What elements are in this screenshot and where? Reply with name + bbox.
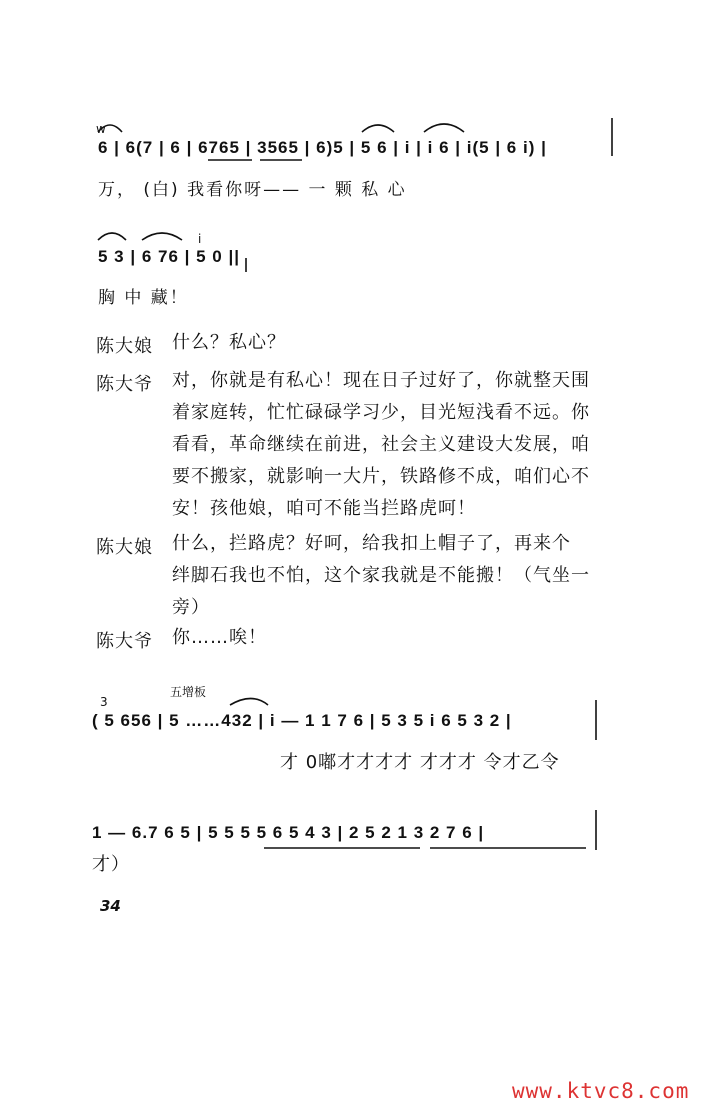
dialogue-line: 看看，革命继续在前进，社会主义建设大发展，咱: [172, 434, 590, 455]
slur-mark: [424, 124, 464, 132]
dialogue-line: 什么，拦路虎？好呵，给我扣上帽子了，再来个: [172, 533, 571, 554]
grace-note: i: [198, 232, 202, 246]
notation-line-1: 6 | 6(7 | 6 | 6765 | 3565 | 6)5 | 5 6 | i | i 6 | i(5 | 6 i) |: [98, 138, 547, 157]
lyrics-line-1: 万， (白) 我看你呀—— 一 颗 私 心: [98, 180, 407, 200]
slur-mark: [230, 699, 268, 706]
watermark-text: www.ktvc8.com: [512, 1079, 690, 1103]
percussion-line-3: 才 0嘟才才才才 才才才 令才乙令: [280, 752, 560, 773]
slur-mark: [98, 125, 122, 132]
notation-line-2: 5 3 | 6 76 | 5 0 ||: [98, 247, 240, 266]
percussion-line-4: 才）: [92, 854, 130, 875]
lyrics-line-2: 胸 中 藏！: [98, 288, 189, 308]
trill-ornament: w: [96, 122, 106, 136]
speaker-name: 陈大爷: [96, 631, 153, 652]
grace-note: 3: [100, 695, 108, 709]
speaker-name: 陈大娘: [96, 336, 153, 357]
page-number: 34: [100, 897, 121, 915]
dialogue-line: 你……唉！: [172, 627, 267, 648]
dialogue-line: 绊脚石我也不怕，这个家我就是不能搬！（气坐一: [172, 565, 590, 586]
speaker-name: 陈大爷: [96, 374, 153, 395]
dialogue-line: 对，你就是有私心！现在日子过好了，你就整天围: [172, 370, 590, 391]
dialogue-line: 要不搬家，就影响一大片，铁路修不成，咱们心不: [172, 466, 590, 487]
speaker-name: 陈大娘: [96, 537, 153, 558]
dialogue-line: 什么？私心？: [172, 332, 286, 353]
dialogue-line: 安！孩他娘，咱可不能当拦路虎呵！: [172, 498, 476, 519]
tempo-label: 五增板: [170, 685, 207, 699]
slur-mark: [142, 233, 182, 240]
slur-mark: [98, 233, 126, 240]
dialogue-line: 着家庭转，忙忙碌碌学习少，目光短浅看不远。你: [172, 402, 590, 423]
dialogue-line: 旁）: [172, 597, 210, 618]
notation-line-4: 1 — 6.7 6 5 | 5 5 5 5 6 5 4 3 | 2 5 2 1 3 2 7 6 |: [92, 823, 485, 842]
notation-line-3: ( 5 656 | 5 ……432 | i — 1 1 7 6 | 5 3 5 i 6 5 3 2 |: [92, 711, 512, 730]
slur-mark: [362, 125, 394, 132]
